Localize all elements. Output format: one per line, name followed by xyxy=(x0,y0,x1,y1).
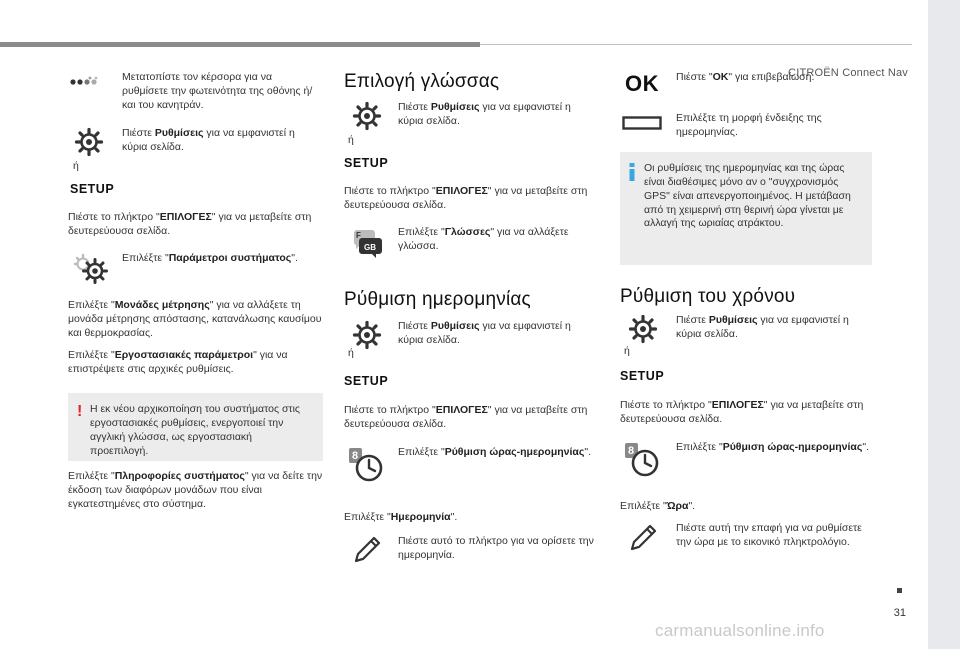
page-header: CITROËN Connect Nav xyxy=(788,67,908,79)
pencil-icon xyxy=(628,521,660,553)
gear-icon xyxy=(628,314,658,344)
ok-button-icon: OK xyxy=(625,71,659,96)
step-system-info: Επιλέξτε "Πληροφορίες συστήματος" για να δείτε την έκδοση των διαφόρων μονάδων που είναι εγκατεστημένες στο σύστημα. xyxy=(68,470,323,510)
language-icon-gb: GB xyxy=(364,243,376,252)
setup-button-label: SETUP xyxy=(344,374,389,388)
or-label: ή xyxy=(73,160,79,172)
step-units: Επιλέξτε "Μονάδες μέτρησης" για να αλλάξετε τη μονάδα μέτρησης απόστασης, κατανάλωσης καυσίμου και θερμοκρασίας. xyxy=(68,299,322,339)
date-format-icon xyxy=(622,116,662,130)
info-note xyxy=(620,152,872,265)
brightness-dots-icon xyxy=(70,76,98,86)
step-hour: Επιλέξτε "Ώρα". xyxy=(620,500,696,512)
info-icon xyxy=(629,163,635,181)
step-time-date: Επιλέξτε "Ρύθμιση ώρας-ημερομηνίας". xyxy=(676,441,870,453)
header-rule xyxy=(0,42,480,47)
section-title-date: Ρύθμιση ημερομηνίας xyxy=(344,289,531,310)
gear-icon xyxy=(352,101,382,131)
language-icon xyxy=(350,225,384,259)
step-settings: Πιέστε Ρυθμίσεις για να εμφανιστεί η κύρια σελίδα. xyxy=(122,127,295,153)
header-rule-thin xyxy=(480,44,912,45)
step-system-params: Επιλέξτε "Παράμετροι συστήματος". xyxy=(122,252,298,264)
page-marker xyxy=(897,588,902,593)
setup-button-label: SETUP xyxy=(70,182,115,196)
clock-icon xyxy=(624,441,662,479)
pencil-icon xyxy=(352,533,384,565)
or-label: ή xyxy=(348,134,354,146)
warning-text: Η εκ νέου αρχικοποίηση του συστήματος στις εργοστασιακές ρυθμίσεις, ενεργοποιεί την αγγλική γλώσσα, ως εργοστασιακή προεπιλογή. xyxy=(90,403,300,457)
watermark: carmanualsonline.info xyxy=(655,621,825,640)
step-options: Πιέστε το πλήκτρο "ΕΠΙΛΟΓΕΣ" για να μεταβείτε στη δευτερεύουσα σελίδα. xyxy=(68,211,312,237)
step-pencil-date: Πιέστε αυτό το πλήκτρο για να ορίσετε την ημερομηνία. xyxy=(398,535,594,561)
or-label: ή xyxy=(624,345,630,357)
warning-note xyxy=(68,393,323,461)
warning-icon: ! xyxy=(77,403,83,420)
setup-button-label: SETUP xyxy=(344,156,389,170)
or-label: ή xyxy=(348,347,354,359)
system-settings-gear-icon xyxy=(72,252,110,284)
step-options: Πιέστε το πλήκτρο "ΕΠΙΛΟΓΕΣ" για να μεταβείτε στη δευτερεύουσα σελίδα. xyxy=(620,399,864,425)
step-pencil-time: Πιέστε αυτή την επαφή για να ρυθμίσετε την ώρα με το εικονικό πληκτρολόγιο. xyxy=(676,522,862,548)
step-time-date: Επιλέξτε "Ρύθμιση ώρας-ημερομηνίας". xyxy=(398,446,592,458)
step-factory: Επιλέξτε "Εργοστασιακές παράμετροι" για να επιστρέψετε στις αρχικές ρυθμίσεις. xyxy=(68,349,288,375)
step-settings: Πιέστε Ρυθμίσεις για να εμφανιστεί η κύρια σελίδα. xyxy=(398,320,571,346)
step-options: Πιέστε το πλήκτρο "ΕΠΙΛΟΓΕΣ" για να μεταβείτε στη δευτερεύουσα σελίδα. xyxy=(344,404,588,430)
gear-icon xyxy=(74,127,104,157)
section-title-time: Ρύθμιση του χρόνου xyxy=(620,286,796,307)
step-settings: Πιέστε Ρυθμίσεις για να εμφανιστεί η κύρια σελίδα. xyxy=(398,101,571,127)
step-options: Πιέστε το πλήκτρο "ΕΠΙΛΟΓΕΣ" για να μεταβείτε στη δευτερεύουσα σελίδα. xyxy=(344,185,588,211)
info-text: Οι ρυθμίσεις της ημερομηνίας και της ώρας είναι διαθέσιμες μόνο αν ο "συγχρονισμός GPS" είναι απενεργοποιημένος. Η μετάβαση από τη χειμερινή στη θερινή ώρα γίνεται με αλλαγή της ωριαίας ατράκτου. xyxy=(644,162,851,230)
step-ok: Πιέστε "OK" για επιβεβαίωση. xyxy=(676,71,815,83)
gear-icon xyxy=(352,320,382,350)
step-settings: Πιέστε Ρυθμίσεις για να εμφανιστεί η κύρια σελίδα. xyxy=(676,314,849,340)
step-date-format: Επιλέξτε τη μορφή ένδειξης της ημερομηνίας. xyxy=(676,112,822,138)
side-strip xyxy=(928,0,960,649)
language-icon-f: F xyxy=(356,231,361,240)
setup-button-label: SETUP xyxy=(620,369,665,383)
page-number: 31 xyxy=(893,607,906,619)
section-title-language: Επιλογή γλώσσας xyxy=(344,71,500,92)
clock-badge: 8 xyxy=(628,445,635,457)
step-brightness: Μετατοπίστε τον κέρσορα για να ρυθμίσετε την φωτεινότητα της οθόνης ή/ και του κανητράν. xyxy=(122,71,313,111)
step-date: Επιλέξτε "Ημερομηνία". xyxy=(344,511,458,523)
clock-badge: 8 xyxy=(352,450,359,462)
clock-icon xyxy=(348,446,386,484)
step-languages: Επιλέξτε "Γλώσσες" για να αλλάξετε γλώσσα. xyxy=(398,226,569,252)
